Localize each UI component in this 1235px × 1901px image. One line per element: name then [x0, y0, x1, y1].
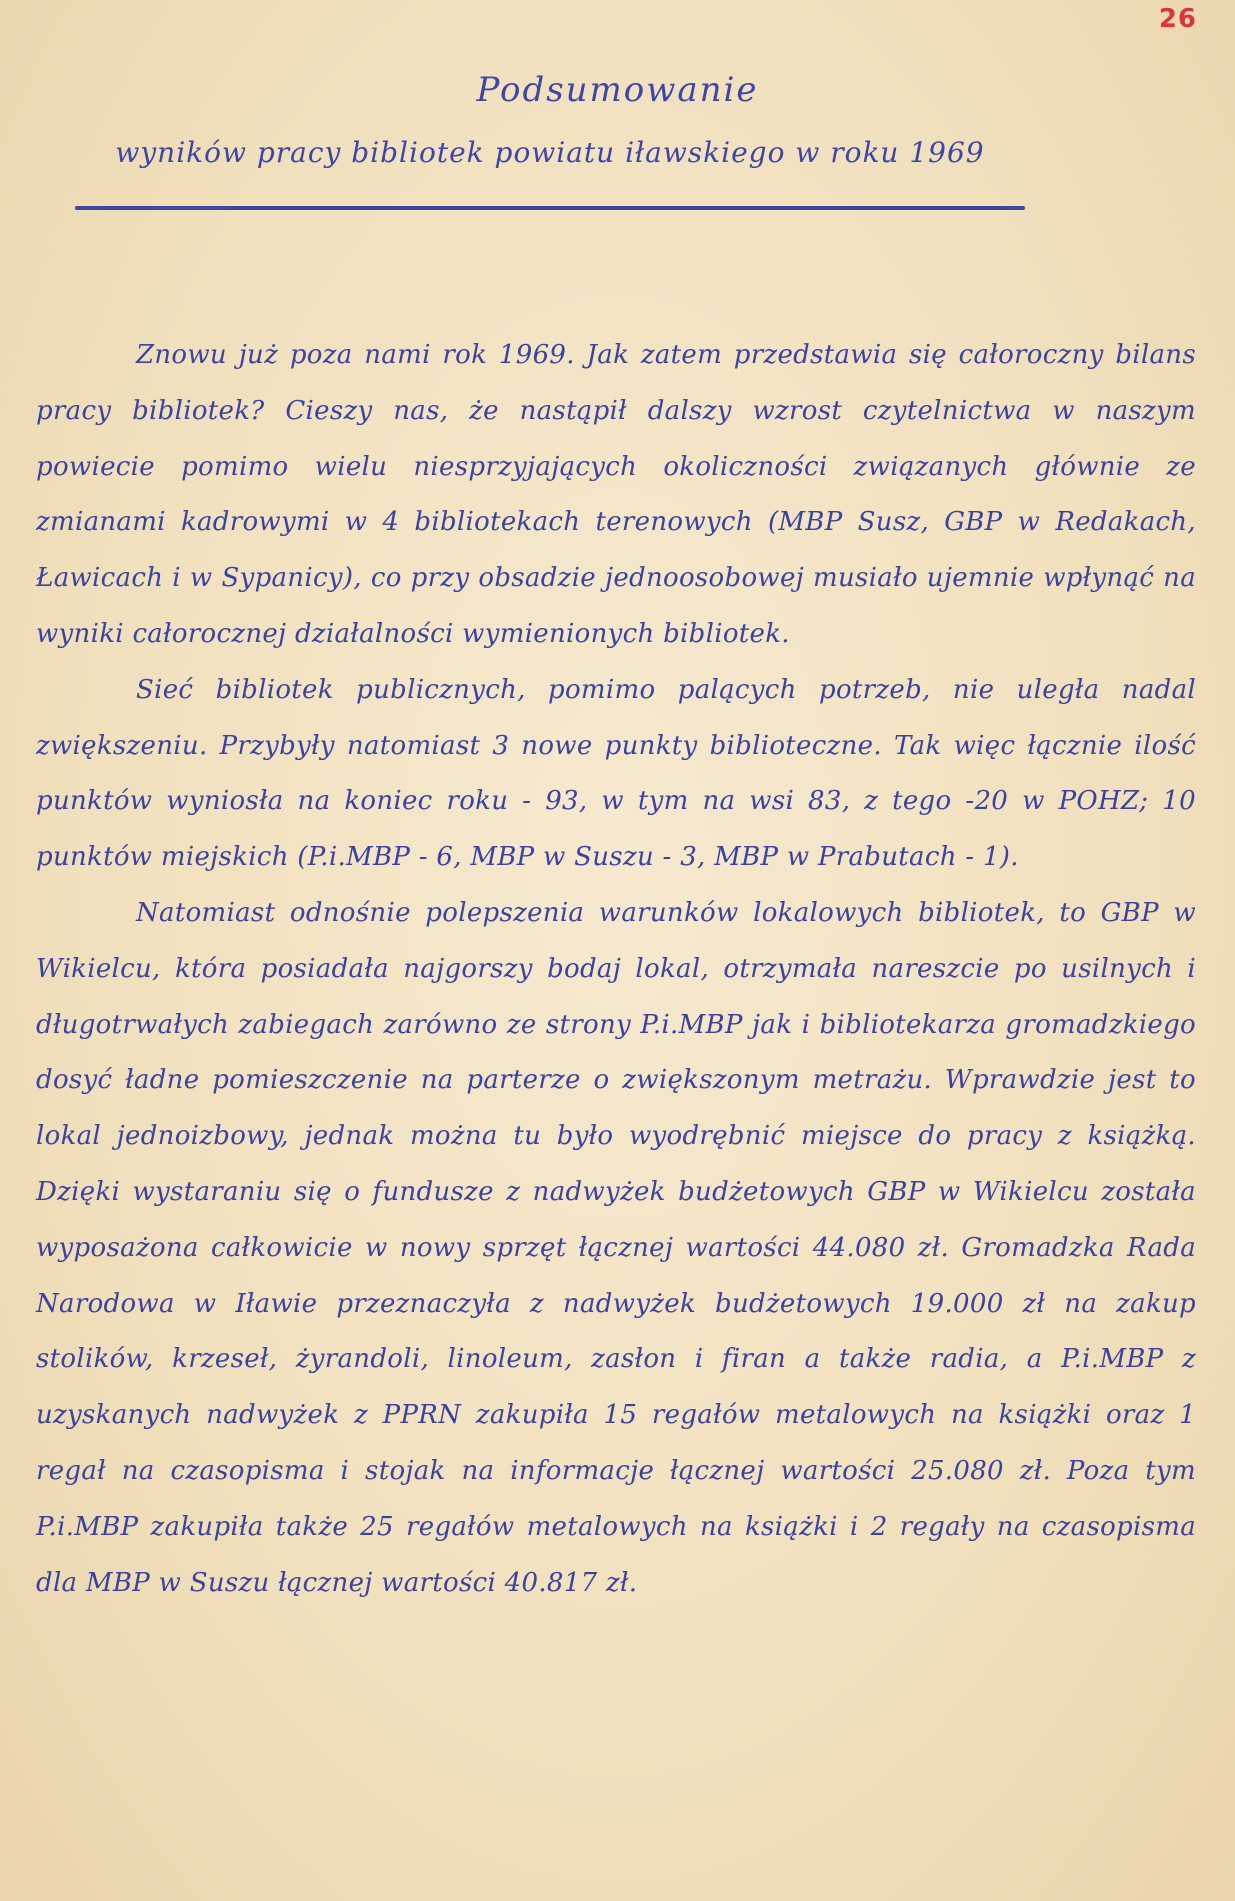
paragraph-1: Znowu już poza nami rok 1969. Jak zatem przedstawia się całoroczny bilans pracy bibliotek? Cieszy nas, że nastąpił dalszy wzrost czytelnictwa w naszym powiecie pomimo wielu niesprzyjających okoliczności związanych głównie ze zmianami kadrowymi w 4 bibliotekach terenowych (MBP Susz, GBP w Redakach, Ławicach i w Sypanicy), co przy obsadzie jednoosobowej musiało ujemnie wpłynąć na wyniki całorocznej działalności wymienionych bibliotek. [36, 340, 1196, 649]
paragraph-3: Natomiast odnośnie polepszenia warunków lokalowych bibliotek, to GBP w Wikielcu, która posiadała najgorszy bodaj lokal, otrzymała nareszcie po usilnych i długotrwałych zabiegach zarówno ze strony P.i.MBP jak i bibliotekarza gromadzkiego dosyć ładne pomieszczenie na parterze o zwiększonym metrażu. Wprawdzie jest to lokal jednoizbowy, jednak można tu było wyodrębnić miejsce do pracy z książką. Dzięki wystaraniu się o fundusze z nadwyżek budżetowych GBP w Wikielcu została wyposażona całkowicie w nowy sprzęt łącznej wartości 44.080 zł. Gromadzka Rada Narodowa w Iławie przeznaczyła z nadwyżek budżetowych 19.000 zł na zakup stolików, krzeseł, żyrandoli, linoleum, zasłon i firan a także radia, a P.i.MBP z uzyskanych nadwyżek z PPRN zakupiła 15 regałów metalowych na książki oraz 1 regał na czasopisma i stojak na informacje łącznej wartości 25.080 zł. Poza tym P.i.MBP zakupiła także 25 regałów metalowych na książki i 2 regały na czasopisma dla MBP w Suszu łącznej wartości 40.817 zł. [36, 897, 1196, 1598]
document-subtitle: wyników pracy bibliotek powiatu iławskiego w roku 1969 [115, 136, 985, 169]
paragraph-2: Sieć bibliotek publicznych, pomimo palących potrzeb, nie uległa nadal zwiększeniu. Przybyły natomiast 3 nowe punkty biblioteczne. Tak więc łącznie ilość punktów wyniosła na koniec roku - 93, w tym na wsi 83, z tego -20 w POHZ; 10 punktów miejskich (P.i.MBP - 6, MBP w Suszu - 3, MBP w Prabutach - 1). [36, 674, 1196, 873]
document-body [36, 328, 1196, 1611]
title-underline [75, 206, 1025, 210]
document-title: Podsumowanie [476, 70, 759, 110]
page-number: 26 [1158, 4, 1197, 34]
